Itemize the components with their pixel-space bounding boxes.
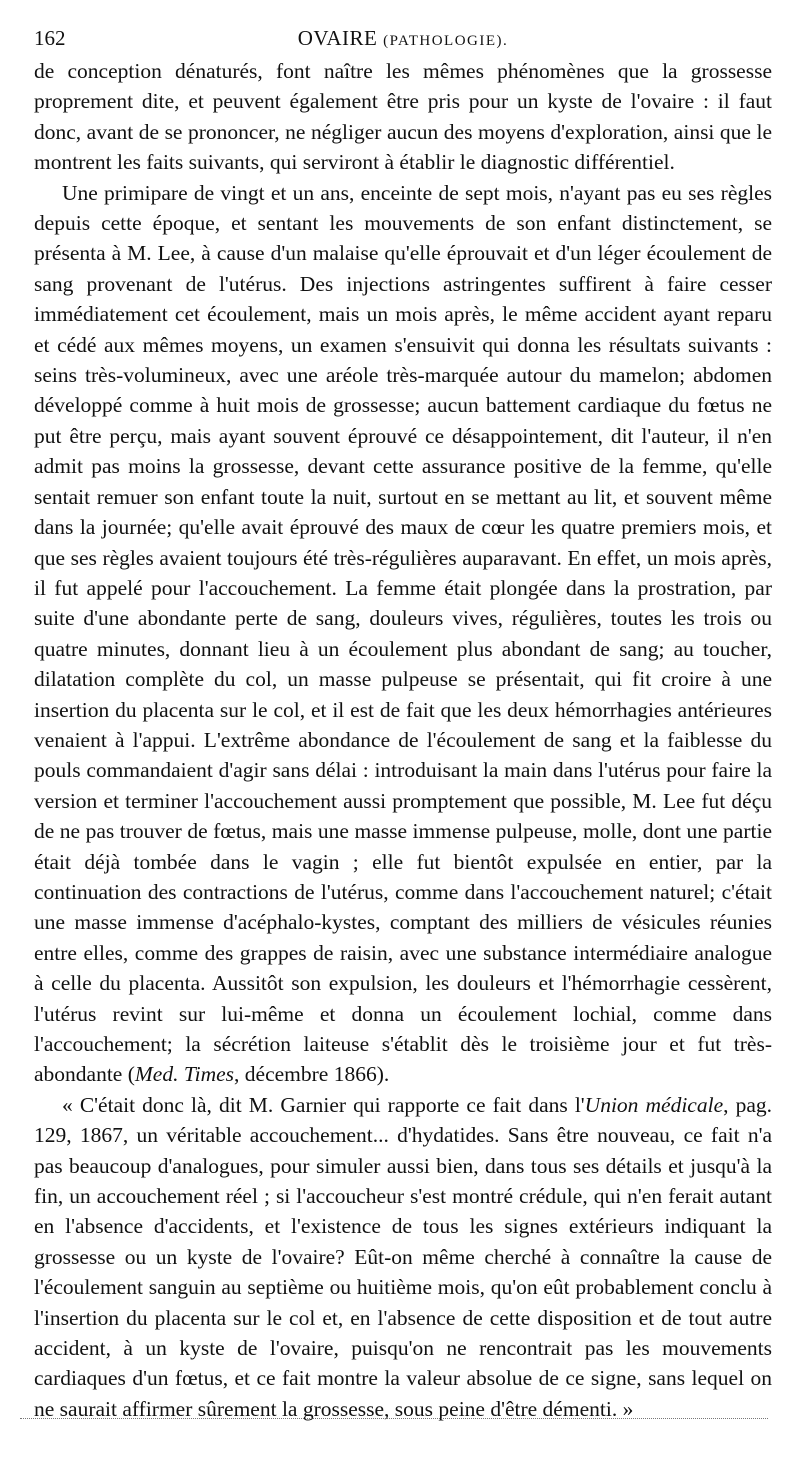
paragraph-3-text: « C'était donc là, dit M. Garnier qui rapporte ce fait dans l' bbox=[62, 1092, 585, 1117]
body-text bbox=[34, 56, 772, 1424]
paragraph-1-text: de conception dénaturés, font naître les mêmes phénomènes que la grossesse proprement dite, et peuvent également être pris pour un kyste de l'ovaire : il faut donc, avant de se prononcer, ne négliger aucun des moyens d'exploration, ainsi que le montrent les faits suivants, qui serviront à établir le diagnostic différentiel. bbox=[34, 59, 772, 175]
book-page bbox=[34, 18, 772, 1424]
paragraph-2-text-end: , décembre 1866). bbox=[234, 1062, 390, 1087]
running-head-title: OVAIRE bbox=[297, 26, 378, 50]
paragraph-2 bbox=[34, 178, 772, 1090]
paragraph-3-text-end: , pag. 129, 1867, un véritable accouchement... d'hydatides. Sans être nouveau, ce fait n'a pas beaucoup d'analogues, pour simuler aussi bien, dans tous ses détails et jusqu'à la fin, un accouchement réel ; si l'accoucheur s'est montré crédule, qui n'en ferait autant en l'absence d'accidents, et l'existence de tous les signes extérieurs indiquant la grossesse ou un kyste de l'ovaire? Eût-on même cherché à connaître la cause de l'écoulement sanguin au septième ou huitième mois, qu'on eût probablement conclu à l'insertion du placenta sur le col et, en l'absence de cette disposition et de tout autre accident, à un kyste de l'ovaire, puisqu'on ne rencontrait pas les mouvements cardiaques d'un fœtus, et ce fait montre la valeur absolue de ce signe, sans lequel on ne saurait affirmer sûrement la grossesse, sous peine d'être démenti. » bbox=[34, 1092, 773, 1421]
paragraph-2-text: Une primipare de vingt et un ans, enceinte de sept mois, n'ayant pas eu ses règles depuis cette époque, et sentant les mouvements de son enfant distinctement, se présenta à M. Lee, à cause d'un malaise qu'elle éprouvait et d'un léger écoulement de sang provenant de l'utérus. Des injections astringentes suffirent à faire cesser immédiatement cet écoulement, mais un mois après, le même accident ayant reparu et cédé aux mêmes moyens, un examen s'ensuivit qui donna les résultats suivants : seins très-volumineux, avec une aréole très-marquée autour du mamelon; abdomen développé comme à huit mois de grossesse; aucun battement cardiaque du fœtus ne put être perçu, mais ayant souvent éprouvé ce désappointement, dit l'auteur, il n'en admit pas moins la grossesse, devant cette assurance positive de la femme, qu'elle sentait remuer son enfant toute la nuit, surtout en se mettant au lit, et souvent même dans la journée; qu'elle avait éprouvé des maux de cœur les quatre premiers mois, et que ses règles avaient toujours été très-régulières auparavant. En effet, un mois après, il fut appelé pour l'accouchement. La femme était plongée dans la prostration, par suite d'une abondante perte de sang, douleurs vives, régulières, toutes les trois ou quatre minutes, donnant lieu à un écoulement plus abondant de sang; au toucher, dilatation complète du col, un masse pulpeuse se présentait, qui fit croire à une insertion du placenta sur le col, et il est de fait que les deux hémorrhagies antérieures venaient à l'appui. L'extrême abondance de l'écoulement de sang et la faiblesse du pouls commandaient d'agir sans délai : introduisant la main dans l'utérus pour faire la version et terminer l'accouchement aussi promptement que possible, M. Lee fut déçu de ne pas trouver de fœtus, mais une masse immense pulpeuse, molle, dont une partie était déjà tombée dans le vagin ; elle fut bientôt expulsée en entier, par la continuation des contractions de l'utérus, comme dans l'accouchement naturel; c'était une masse immense d'acéphalo-kystes, comptant des milliers de vésicules réunies entre elles, comme des grappes de raisin, avec une substance intermédiaire analogue à celle du placenta. Aussitôt son expulsion, les douleurs et l'hémorrhagie cessèrent, l'utérus revint sur lui-même et donna un écoulement lochial, comme dans l'accouchement; la sécrétion laiteuse s'établit dès le troisième jour et fut très-abondante ( bbox=[34, 180, 772, 1087]
paragraph-2-citation: Med. Times bbox=[134, 1062, 235, 1087]
paragraph-3-citation: Union médicale bbox=[584, 1092, 724, 1117]
paragraph-1 bbox=[34, 56, 772, 178]
footer-rule bbox=[20, 1418, 768, 1419]
page-number: 162 bbox=[34, 26, 66, 50]
running-head bbox=[34, 26, 772, 51]
running-head-subtitle: (PATHOLOGIE). bbox=[383, 33, 509, 49]
paragraph-3 bbox=[34, 1090, 772, 1424]
page-header bbox=[34, 18, 772, 52]
